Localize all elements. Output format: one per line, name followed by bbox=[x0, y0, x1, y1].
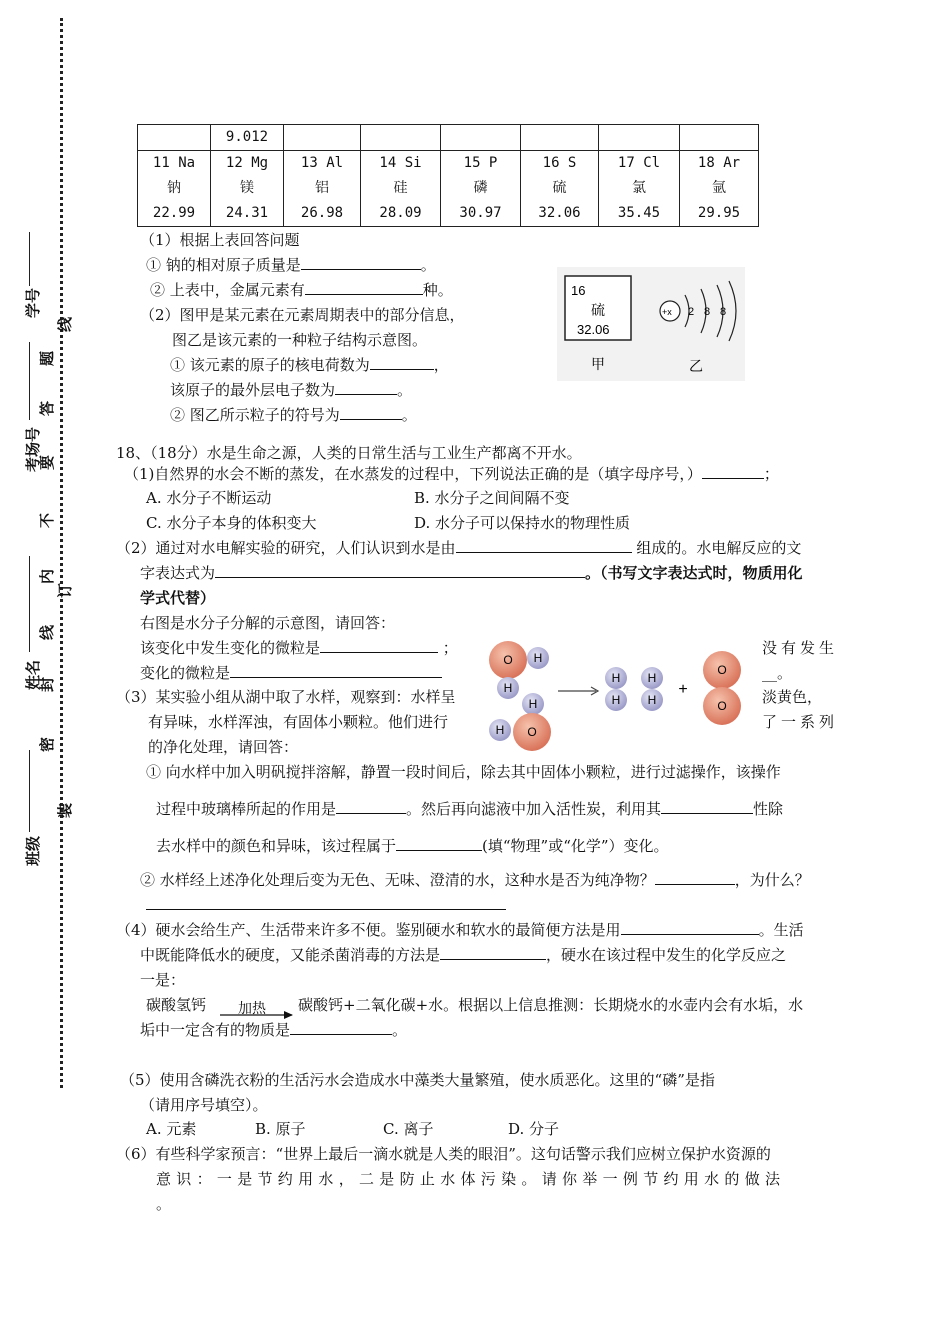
svg-text:H: H bbox=[503, 681, 513, 695]
answer-blank[interactable] bbox=[290, 1020, 392, 1035]
svg-text:O: O bbox=[527, 725, 537, 739]
svg-text:+: + bbox=[678, 681, 688, 698]
q18-part2b: 字表达式为 。（书写文字表达式时，物质用化 bbox=[140, 564, 803, 582]
seal-word: 答 bbox=[38, 400, 56, 416]
q18-part3a-right: 淡黄色， bbox=[762, 688, 823, 706]
svg-text:H: H bbox=[533, 651, 543, 665]
q17-part1a: ① 钠的相对原子质量是 。 bbox=[146, 256, 436, 274]
q18-part2e-right: 没有发生 bbox=[762, 639, 839, 657]
q18-part3c: 的净化处理，请回答： bbox=[148, 738, 299, 756]
q18-part3d: ① 向水样中加入明矾搅拌溶解，静置一段时间后，除去其中固体小颗粒，进行过滤操作，该操作 bbox=[146, 763, 781, 781]
element-cell: 16 S 硫 32.06 bbox=[521, 151, 599, 227]
element-cell: 13 Al 铝 26.98 bbox=[284, 151, 361, 227]
q17-part2b: 图乙是该元素的一种粒子结构示意图。 bbox=[172, 331, 428, 349]
answer-blank[interactable] bbox=[655, 870, 735, 885]
q18-part4c: 一是： bbox=[140, 971, 186, 989]
answer-blank[interactable] bbox=[340, 405, 402, 420]
svg-text:H: H bbox=[611, 671, 621, 685]
answer-blank[interactable] bbox=[336, 799, 406, 814]
element-name: 硫 bbox=[591, 303, 605, 319]
table-cell bbox=[521, 125, 599, 151]
svg-text:O: O bbox=[503, 653, 513, 667]
periodic-table-excerpt bbox=[137, 124, 759, 227]
q18-part5-option-b: B. 原子 bbox=[255, 1120, 306, 1138]
q18-part4a: （4）硬水会给生产、生活带来许多不便。鉴别硬水和软水的最简便方法是用 。生活 bbox=[116, 921, 804, 939]
answer-blank[interactable] bbox=[370, 355, 434, 370]
q18-option-b: B. 水分子之间间隔不变 bbox=[414, 489, 570, 507]
binding-dotted-line bbox=[60, 18, 63, 1088]
element-cell: 14 Si 硅 28.09 bbox=[361, 151, 441, 227]
q18-reaction-products: 碳酸钙+二氧化碳+水。根据以上信息推测：长期烧水的水壶内会有水垢，水 bbox=[298, 996, 804, 1014]
svg-text:H: H bbox=[495, 723, 505, 737]
q18-part1: （1)自然界的水会不断的蒸发，在水蒸发的过程中，下列说法正确的是（填字母序号，） ； bbox=[124, 465, 779, 483]
figure-label-b: 乙 bbox=[689, 359, 703, 375]
q18-part3b: 有异味，水样浑浊，有固体小颗粒。他们进行 bbox=[148, 713, 449, 731]
seal-word: 密 bbox=[38, 736, 56, 752]
q18-part3g: ② 水样经上述净化处理后变为无色、无味、澄清的水，这种水是否为纯净物？ ，为什么？ bbox=[140, 871, 810, 889]
answer-blank[interactable] bbox=[661, 799, 753, 814]
q18-part2d: 右图是水分子分解的示意图，请回答： bbox=[140, 614, 396, 632]
q17-part2d: 该原子的最外层电子数为 。 bbox=[170, 381, 413, 399]
element-cell: 15 P 磷 30.97 bbox=[441, 151, 521, 227]
seal-word: 内 bbox=[38, 568, 56, 584]
answer-blank[interactable] bbox=[230, 663, 442, 678]
q18-part6a: （6）有些科学家预言：“世界上最后一滴水就是人类的眼泪”。这句话警示我们应树立保护水资源的 bbox=[116, 1145, 771, 1163]
q18-part5-option-a: A. 元素 bbox=[146, 1120, 197, 1138]
water-decomposition-diagram bbox=[480, 638, 755, 758]
svg-text:O: O bbox=[717, 699, 727, 713]
element-number: 16 bbox=[571, 283, 586, 298]
element-mass: 32.06 bbox=[577, 322, 610, 337]
svg-text:H: H bbox=[528, 697, 538, 711]
answer-blank-long[interactable] bbox=[146, 895, 506, 910]
q18-part4e: 垢中一定含有的物质是 。 bbox=[140, 1021, 408, 1039]
answer-blank[interactable] bbox=[440, 945, 546, 960]
table-cell bbox=[138, 125, 211, 151]
q18-part3f: 去水样中的颜色和异味，该过程属于 (填“物理”或“化学”）变化。 bbox=[156, 837, 669, 855]
figure-label-a: 甲 bbox=[591, 357, 605, 373]
table-cell bbox=[361, 125, 441, 151]
svg-text:H: H bbox=[611, 693, 621, 707]
student-id-blank bbox=[29, 232, 30, 286]
q18-option-c: C. 水分子本身的体积变大 bbox=[146, 514, 317, 532]
seal-word: 封 bbox=[38, 676, 56, 692]
answer-blank[interactable] bbox=[215, 563, 585, 578]
table-cell: 9.012 bbox=[211, 125, 284, 151]
q17-part2c: ① 该元素的原子的核电荷数为 ， bbox=[170, 356, 449, 374]
q18-part3e: 过程中玻璃棒所起的作用是 。然后再向滤液中加入活性炭，利用其 性除 bbox=[156, 800, 784, 818]
reaction-condition: 加热 bbox=[238, 1001, 266, 1017]
element-cell: 18 Ar 氩 29.95 bbox=[680, 151, 759, 227]
name-blank bbox=[29, 556, 30, 652]
q17-part1b: ② 上表中，金属元素有 种。 bbox=[150, 281, 453, 299]
element-cell: 12 Mg 镁 24.31 bbox=[211, 151, 284, 227]
q17-part1: （1）根据上表回答问题 bbox=[140, 231, 300, 249]
q18-part5-option-c: C. 离子 bbox=[383, 1120, 434, 1138]
seal-word: 要 bbox=[38, 454, 56, 470]
svg-text:O: O bbox=[717, 663, 727, 677]
q17-part2e: ② 图乙所示粒子的符号为 。 bbox=[170, 406, 417, 424]
class-blank bbox=[29, 750, 30, 832]
seal-word: 不 bbox=[38, 512, 56, 528]
table-cell bbox=[599, 125, 680, 151]
q18-part3a: （3）某实验小组从湖中取了水样，观察到：水样呈 bbox=[116, 688, 456, 706]
answer-blank[interactable] bbox=[621, 920, 759, 935]
q18-part5-option-d: D. 分子 bbox=[508, 1120, 560, 1138]
answer-blank[interactable] bbox=[335, 380, 397, 395]
seal-word: 线 bbox=[56, 316, 74, 332]
answer-blank[interactable] bbox=[702, 464, 764, 479]
q18-part2f: 变化的微粒是 bbox=[140, 662, 442, 683]
table-cell bbox=[441, 125, 521, 151]
label-student-id: 学号 bbox=[24, 287, 42, 318]
element-cell: 11 Na 钠 22.99 bbox=[138, 151, 211, 227]
shell-electrons: 8 bbox=[720, 306, 727, 318]
q18-reaction-reactant: 碳酸氢钙 bbox=[146, 996, 207, 1014]
q18-title: 18、（18分）水是生命之源，人类的日常生活与工业生产都离不开水。 bbox=[116, 444, 582, 462]
answer-blank[interactable] bbox=[456, 538, 632, 553]
label-name: 姓名 bbox=[24, 659, 42, 690]
q18-part2a: （2）通过对水电解实验的研究，人们认识到水是由 组成的。水电解反应的文 bbox=[116, 539, 802, 557]
exam-room-blank bbox=[29, 342, 30, 420]
seal-word: 线 bbox=[38, 624, 56, 640]
nucleus-charge: +x bbox=[662, 307, 672, 317]
q18-part6c: 。 bbox=[156, 1195, 172, 1213]
q18-part5b: （请用序号填空）。 bbox=[140, 1096, 268, 1114]
q18-part2c: 学式代替） bbox=[140, 589, 216, 607]
sulfur-figure bbox=[557, 267, 745, 381]
q18-part6b: 意识：一是节约用水，二是防止水体污染。请你举一例节约用水的做法 bbox=[156, 1170, 786, 1188]
shell-electrons: 8 bbox=[704, 306, 711, 318]
element-cell: 17 Cl 氯 35.45 bbox=[599, 151, 680, 227]
table-cell bbox=[284, 125, 361, 151]
q18-option-d: D. 水分子可以保持水的物理性质 bbox=[414, 514, 631, 532]
q18-option-a: A. 水分子不断运动 bbox=[146, 489, 272, 507]
q18-part3b-right: 了一系列 bbox=[762, 713, 839, 731]
answer-blank[interactable] bbox=[396, 836, 482, 851]
q18-part4b: 中既能降低水的硬度，又能杀菌消毒的方法是 ，硬水在该过程中发生的化学反应之 bbox=[140, 946, 787, 964]
seal-word: 装 bbox=[56, 802, 74, 818]
answer-blank[interactable] bbox=[305, 280, 423, 295]
svg-text:H: H bbox=[647, 671, 657, 685]
shell-electrons: 2 bbox=[688, 306, 695, 318]
q18-part2e: 该变化中发生变化的微粒是 ； bbox=[140, 639, 458, 657]
svg-text:H: H bbox=[647, 693, 657, 707]
q18-part5a: （5）使用含磷洗衣粉的生活污水会造成水中藻类大量繁殖，使水质恶化。这里的“磷”是指 bbox=[120, 1071, 715, 1089]
answer-blank[interactable] bbox=[301, 255, 421, 270]
label-class: 班级 bbox=[24, 835, 42, 866]
q18-part2f-right: __。 bbox=[762, 664, 793, 682]
seal-word: 订 bbox=[56, 582, 74, 598]
q17-part2a: （2）图甲是某元素在元素周期表中的部分信息， bbox=[140, 306, 465, 324]
label-exam-room: 考场号 bbox=[24, 426, 42, 472]
seal-word: 题 bbox=[38, 350, 56, 366]
table-cell bbox=[680, 125, 759, 151]
answer-blank[interactable] bbox=[320, 638, 438, 653]
